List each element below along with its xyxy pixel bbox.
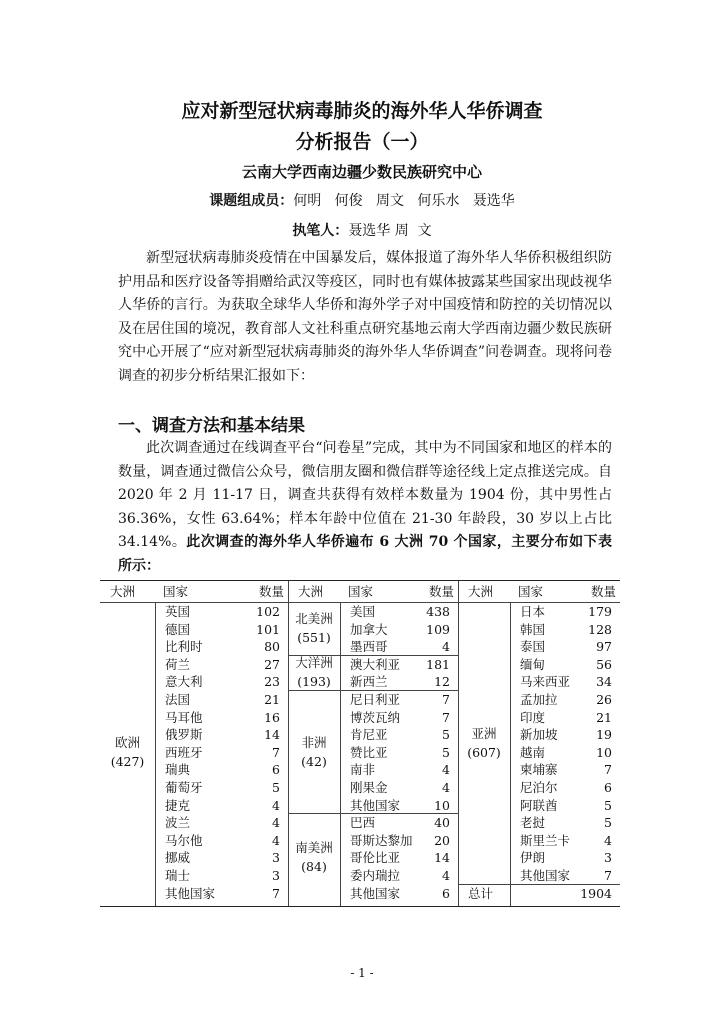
section-heading: 一、调查方法和基本结果 [118,416,305,436]
country-count: 4 [442,762,450,778]
country-count: 21 [596,709,612,725]
country-count: 97 [596,639,612,655]
country-name: 伊朗 [520,850,546,866]
table-header-country: 国家 [518,584,544,599]
country-count: 6 [442,885,450,901]
continent-count: (607) [467,744,501,760]
country-count: 21 [264,692,280,707]
country-name: 俄罗斯 [165,727,203,743]
country-name: 尼日利亚 [350,692,401,707]
country-name: 孟加拉 [520,692,558,707]
country-name: 比利时 [165,639,203,655]
country-name: 瑞士 [165,868,191,883]
table-col-divider [510,602,511,906]
table-header-country: 国家 [163,584,189,599]
country-name: 刚果金 [350,780,388,795]
country-count: 128 [588,621,612,637]
country-count: 10 [596,744,612,760]
page-number: - 1 - [350,966,374,980]
country-count: 27 [264,656,280,672]
country-count: 7 [442,709,450,725]
continent-label [288,838,340,876]
writer-line [0,220,724,240]
country-name: 缅甸 [520,656,546,672]
country-count: 14 [434,850,450,866]
members-label: 课题组成员： [209,193,294,209]
institution-name: 云南大学西南边疆少数民族研究中心 [241,163,482,181]
country-name: 葡萄牙 [165,780,203,795]
country-count: 20 [434,832,450,848]
country-count: 7 [604,762,612,778]
country-count: 16 [264,709,280,725]
country-name: 德国 [165,621,191,637]
country-name: 新西兰 [350,674,388,690]
country-name: 其他国家 [520,868,571,883]
country-count: 26 [596,692,612,707]
country-count: 56 [596,656,612,672]
intro-paragraph: 新型冠状病毒肺炎疫情在中国暴发后，媒体报道了海外华人华侨积极组织防护用品和医疗设备等捐赠给武汉等疫区，同时也有媒体披露某些国家出现歧视华人华侨的言行。为获取全球华人华侨和海外学子对中国疫情和防控的关切情况以及在居住国的境况，教育部人文社科重点研究基地云南大学西南边疆少数民族研究中心开展了“应对新型冠状病毒肺炎的海外华人华侨调查”问卷调查。现将问卷调查的初步分析结果汇报如下： [118,250,612,384]
country-name: 哥斯达黎加 [350,832,413,848]
continent-name: 非洲 [301,734,327,750]
country-name: 赞比亚 [350,744,388,760]
country-name: 法国 [165,692,191,707]
country-count: 23 [264,674,280,690]
country-name: 斯里兰卡 [520,832,571,848]
country-name: 韩国 [520,621,546,637]
table-total-label: 总计 [468,885,494,901]
country-name: 老挝 [520,815,546,831]
continent-label [458,724,510,762]
country-name: 南非 [350,762,376,778]
continent-name: 北美洲 [295,611,333,627]
country-count: 4 [272,815,280,831]
country-count: 4 [442,639,450,655]
country-name: 挪威 [165,850,191,866]
country-count: 4 [604,832,612,848]
country-name: 博茨瓦纳 [350,709,401,725]
country-name: 尼泊尔 [520,780,558,795]
country-count: 14 [264,727,280,743]
continent-name: 亚洲 [471,725,497,741]
country-name: 英国 [165,604,191,619]
country-name: 美国 [350,604,376,619]
country-count: 5 [272,780,280,795]
country-name: 巴西 [350,815,376,831]
country-count: 3 [604,850,612,866]
table-col-divider [155,602,156,906]
writer-names: 聂选华 周 文 [348,223,432,239]
members-line [0,190,724,210]
table-header-continent: 大洲 [468,584,494,599]
continent-name: 南美洲 [295,840,333,856]
country-name: 越南 [520,744,546,760]
country-name: 泰国 [520,639,546,655]
country-name: 阿联酋 [520,797,558,813]
country-count: 5 [604,797,612,813]
country-count: 101 [256,621,280,637]
continent-count: (551) [297,630,331,646]
country-name: 西班牙 [165,744,203,760]
writer-label: 执笔人： [292,223,349,239]
members-names: 何明 何俊 周文 何乐水 聂选华 [293,193,515,209]
country-name: 加拿大 [350,621,388,637]
country-count: 179 [588,604,612,619]
country-name: 墨西哥 [350,639,388,655]
distribution-table [100,580,620,907]
country-count: 40 [434,815,450,831]
country-name: 印度 [520,709,546,725]
continent-count: (193) [297,674,331,690]
country-count: 7 [604,868,612,883]
country-count: 34 [596,674,612,690]
continent-count: (42) [301,753,327,769]
country-name: 瑞典 [165,762,191,778]
country-count: 109 [426,621,450,637]
country-count: 7 [442,692,450,707]
country-count: 10 [434,797,450,813]
continent-name: 欧洲 [114,734,140,750]
country-name: 委内瑞拉 [350,868,401,883]
country-name: 意大利 [165,674,203,690]
country-count: 4 [442,868,450,883]
table-total-value: 1904 [580,885,612,901]
country-count: 5 [442,727,450,743]
country-name: 哥伦比亚 [350,850,401,866]
country-name: 其他国家 [350,797,401,813]
continent-count: (427) [110,753,145,769]
country-count: 80 [264,639,280,655]
country-count: 6 [272,762,280,778]
country-count: 102 [256,604,280,619]
country-name: 肯尼亚 [350,727,388,743]
table-header-continent: 大洲 [110,584,136,599]
country-name: 其他国家 [350,885,401,901]
country-count: 3 [272,850,280,866]
country-name: 马耳他 [165,709,203,725]
section-text: 此次调查通过在线调查平台“问卷星”完成，其中为不同国家和地区的样本的数量，调查通过微信公众号，微信朋友圈和微信群等途径线上定点推送完成。自 2020 年 2 月 11-17 日，调查共获得有效样本数量为 1904 份，其中男性占 36.36%，女性 63.64%；样本年龄中位值在 21-30 年龄段，30 岁以上占比 34.14%。 [118,440,612,550]
continent-name: 大洋洲 [295,655,333,671]
table-col-divider [340,602,341,906]
country-count: 181 [426,656,450,672]
continent-label [288,733,340,771]
country-name: 捷克 [165,797,191,813]
report-title: 应对新型冠状病毒肺炎的海外华人华侨调查 [181,100,543,122]
table-header-count: 数量 [590,584,616,599]
country-count: 7 [272,885,280,901]
country-count: 4 [442,780,450,795]
country-count: 4 [272,797,280,813]
country-count: 5 [442,744,450,760]
country-name: 马尔他 [165,832,203,848]
country-name: 澳大利亚 [350,656,401,672]
country-count: 3 [272,868,280,883]
country-name: 柬埔寨 [520,762,558,778]
table-header-count: 数量 [258,584,284,599]
country-count: 4 [272,832,280,848]
report-subtitle: 分析报告（一） [295,131,429,153]
continent-count: (84) [301,859,327,875]
country-count: 5 [604,815,612,831]
section-bold-text: 此次调查的海外华人华侨遍布 6 大洲 70 个国家，主要分布如下表所示： [118,534,612,574]
country-name: 新加坡 [520,727,558,743]
country-name: 其他国家 [165,885,216,901]
country-name: 日本 [520,604,546,619]
country-count: 6 [604,780,612,795]
section-paragraph [118,437,612,578]
country-name: 马来西亚 [520,674,571,690]
table-header-continent: 大洲 [298,584,324,599]
country-count: 438 [426,604,450,619]
continent-label [288,609,340,647]
country-count: 19 [596,727,612,743]
country-count: 12 [434,674,450,690]
table-header-count: 数量 [428,584,454,599]
continent-label [100,733,155,771]
table-header-country: 国家 [348,584,374,599]
country-name: 波兰 [165,815,191,831]
continent-label [288,653,340,691]
country-name: 荷兰 [165,656,191,672]
country-count: 7 [272,744,280,760]
